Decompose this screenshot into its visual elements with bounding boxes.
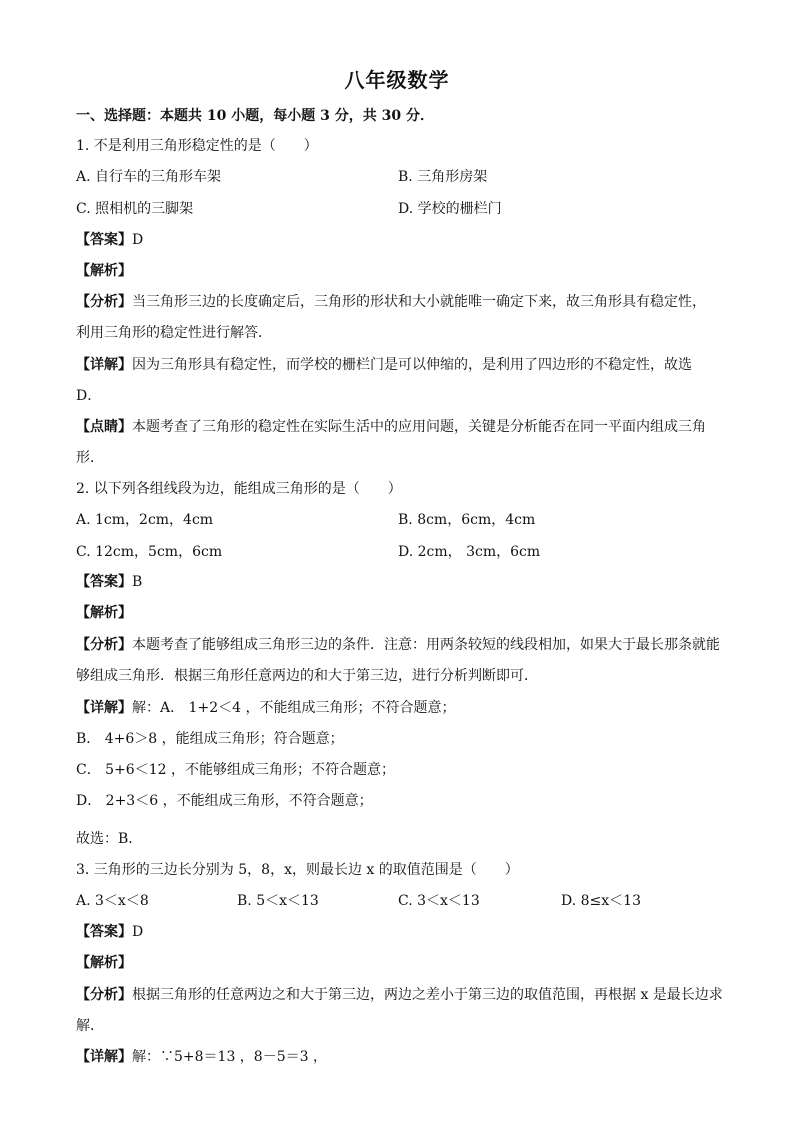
q1-dianjing-line-1 [76,417,726,437]
q1-answer: D [132,232,144,248]
q2-answer: B [132,574,143,590]
question-3-stem: 3. 三角形的三边长分别为 5，8，x，则最长边 x 的取值范围是（ ） [76,862,519,878]
q1-fenxi-line-1 [76,292,726,312]
fenxi-tag: 【分析】 [76,987,132,1003]
q1-xiangjie-line-1 [76,355,726,375]
page-title: 八年级数学 [344,68,450,92]
xiangjie-tag: 【详解】 [76,357,132,373]
q1-dianjing-text-1: 本题考查了三角形的稳定性在实际生活中的应用问题，关键是分析能否在同一平面内组成三角 [132,419,706,435]
answer-tag: 【答案】 [76,574,132,590]
question-2-stem: 2. 以下列各组线段为边，能组成三角形的是（ ） [76,481,402,497]
q2-fenxi-line-2: 够组成三角形．根据三角形任意两边的和大于第三边，进行分析判断即可． [76,668,538,684]
q2-option-b: B. 8cm，6cm，4cm [398,512,536,528]
q3-fenxi-line-2: 解． [76,1018,104,1034]
q1-fenxi-text-1: 当三角形三边的长度确定后，三角形的形状和大小就能唯一确定下来，故三角形具有稳定性， [132,294,706,310]
q2-xiangjie-text-1: 解：A． 1+2＜4 ，不能组成三角形；不符合题意； [132,700,456,716]
q2-option-a: A. 1cm，2cm，4cm [76,512,214,528]
q2-fenxi-text-1: 本题考查了能够组成三角形三边的条件．注意：用两条较短的线段相加，如果大于最长那条就能 [132,637,720,653]
q2-answer-line [76,572,726,592]
q2-conclusion: 故选：B． [76,831,143,847]
fenxi-tag: 【分析】 [76,637,132,653]
q2-xiangjie-line-1 [76,698,726,718]
q3-fenxi-text-1: 根据三角形的任意两边之和大于第三边，两边之差小于第三边的取值范围，再根据 x 是最长边求 [132,987,723,1003]
q1-option-a: A. 自行车的三角形车架 [76,169,222,185]
q3-xiangjie-line-1 [76,1047,726,1067]
q1-fenxi-line-2: 利用三角形的稳定性进行解答． [76,325,272,341]
q3-answer-line [76,922,726,942]
q2-option-d: D. 2cm， 3cm，6cm [398,544,541,560]
q3-option-c: C. 3＜x＜13 [398,893,480,909]
q1-xiangjie-line-2: D． [76,388,102,404]
q3-xiangjie-text-1: 解：∵5+8＝13 ，8－5＝3 ， [132,1049,327,1065]
q1-dianjing-line-2: 形． [76,450,104,466]
q2-fenxi-line-1 [76,635,726,655]
q3-option-d: D. 8≤x＜13 [561,893,641,909]
xiangjie-tag: 【详解】 [76,700,132,716]
q1-option-c: C. 照相机的三脚架 [76,201,194,217]
q2-line-c: C． 5+6＜12 ，不能够组成三角形；不符合题意； [76,762,395,778]
q2-jiexi-tag: 【解析】 [76,605,132,621]
answer-tag: 【答案】 [76,924,132,940]
answer-tag: 【答案】 [76,232,132,248]
q1-xiangjie-text-1: 因为三角形具有稳定性，而学校的栅栏门是可以伸缩的，是利用了四边形的不稳定性，故选 [132,357,692,373]
q3-fenxi-line-1 [76,985,726,1005]
q3-jiexi-tag: 【解析】 [76,955,132,971]
q2-option-c: C. 12cm，5cm，6cm [76,544,223,560]
q1-answer-line [76,230,726,250]
q2-line-b: B． 4+6＞8 ，能组成三角形；符合题意； [76,731,344,747]
q1-option-b: B. 三角形房架 [398,169,488,185]
xiangjie-tag: 【详解】 [76,1049,132,1065]
q1-option-d: D. 学校的栅栏门 [398,201,502,217]
fenxi-tag: 【分析】 [76,294,132,310]
q3-answer: D [132,924,144,940]
dianjing-tag: 【点睛】 [76,419,132,435]
section-heading: 一、选择题：本题共 10 小题，每小题 3 分，共 30 分． [76,108,434,124]
q2-line-d: D． 2+3＜6 ，不能组成三角形，不符合题意； [76,793,373,809]
q1-jiexi-tag: 【解析】 [76,263,132,279]
q3-option-b: B. 5＜x＜13 [237,893,319,909]
q3-option-a: A. 3＜x＜8 [76,893,149,909]
question-1-stem: 1. 不是利用三角形稳定性的是（ ） [76,138,318,154]
